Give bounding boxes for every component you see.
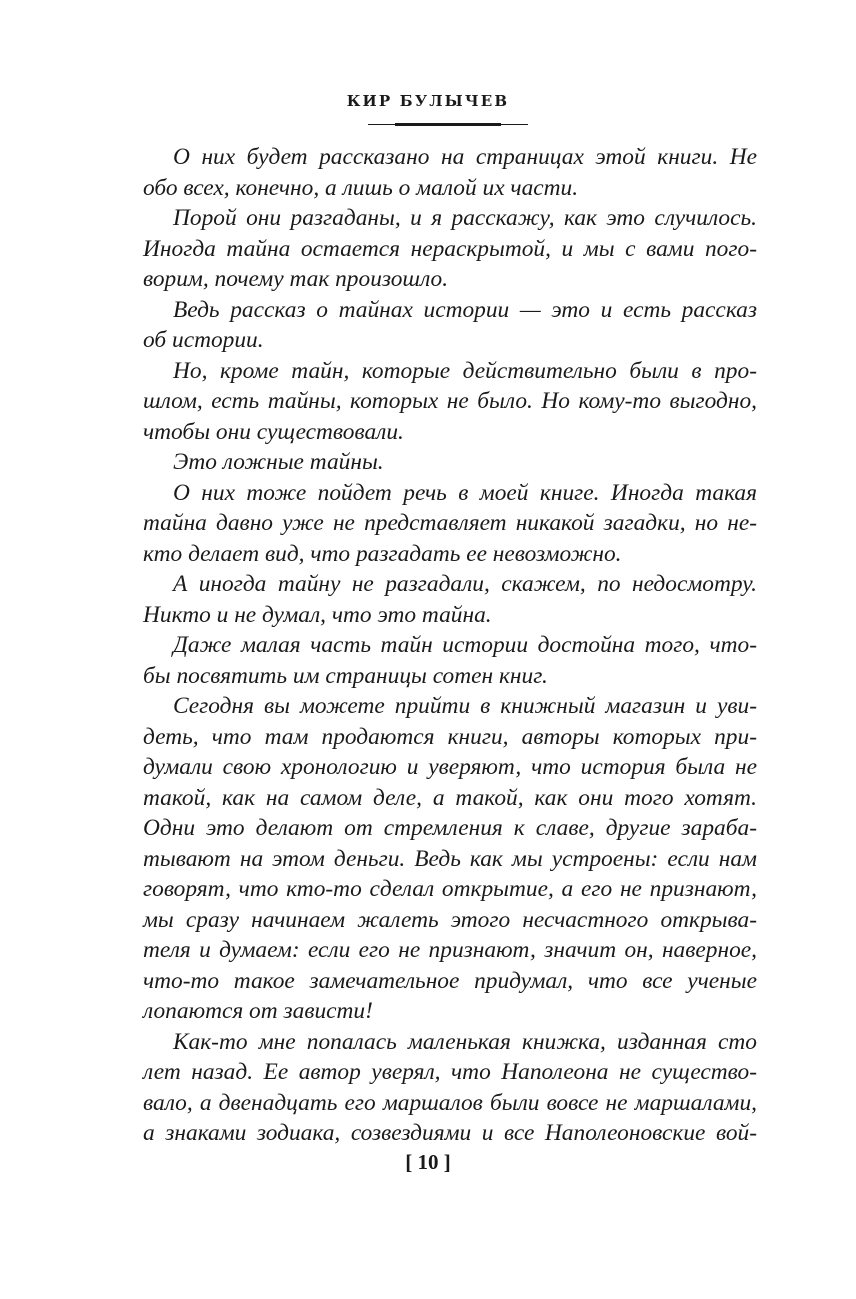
text-line: теля и думаем: если его не признают, значит он, наверное, [143, 937, 757, 963]
header-rule-accent [395, 123, 501, 126]
text-line: О них будет рассказано на страницах этой книги. Не [173, 144, 757, 170]
text-line: что-то такое замечательное придумал, что все ученые [143, 967, 757, 994]
text-line: Даже малая часть тайн истории достойна того, что- [173, 632, 757, 658]
body-text [143, 142, 757, 1149]
text-line: Это ложные тайны. [173, 449, 384, 475]
running-header-author: КИР БУЛЫЧЕВ [346, 92, 510, 110]
text-line: тывают на этом деньги. Ведь как мы устроены: если нам [143, 845, 757, 872]
text-line: об истории. [143, 327, 264, 353]
text-line: ворим, почему так произошло. [143, 266, 449, 292]
text-line: Ведь рассказ о тайнах истории — это и есть рассказ [173, 296, 757, 323]
page-number: [ 10 ] [405, 1150, 451, 1174]
text-line: думали свою хронологию и уверяют, что история была не [143, 754, 757, 780]
text-line: деть, что там продаются книги, авторы которых при- [143, 723, 757, 750]
text-line: Сегодня вы можете прийти в книжный магазин и уви- [173, 693, 757, 719]
text-line: А иногда тайну не разгадали, скажем, по недосмотру. [173, 571, 757, 597]
text-line: чтобы они существовали. [143, 418, 404, 445]
text-line: Одни это делают от стремления к славе, другие зараба- [143, 815, 757, 841]
text-line: Иногда тайна остается нераскрытой, и мы с вами пого- [143, 235, 757, 262]
text-line: такой, как на самом деле, а такой, как они того хотят. [143, 784, 757, 811]
text-line: О них тоже пойдет речь в моей книге. Иногда такая [173, 479, 757, 506]
text-line: обо всех, конечно, а лишь о малой их части. [143, 174, 579, 201]
text-line: мы сразу начинаем жалеть этого несчастного открыва- [143, 906, 757, 933]
text-line: шлом, есть тайны, которых не было. Но кому-то выгодно, [143, 388, 757, 414]
text-line: вало, а двенадцать его маршалов были вовсе не маршалами, [143, 1089, 757, 1116]
text-line: Но, кроме тайн, которые действительно были в про- [173, 357, 757, 384]
text-line: бы посвятить им страницы сотен книг. [143, 662, 548, 689]
text-line: лет назад. Ее автор уверял, что Наполеона не существо- [143, 1059, 757, 1085]
text-line: Порой они разгаданы, и я расскажу, как это случилось. [173, 205, 757, 231]
text-line: Никто и не думал, что это тайна. [143, 601, 492, 628]
text-line: тайна давно уже не представляет никакой загадки, но не- [143, 510, 757, 536]
text-line: говорят, что кто-то сделал открытие, а его не признают, [143, 876, 757, 902]
text-line: лопаются от зависти! [143, 998, 373, 1024]
text-line: кто делает вид, что разгадать ее невозможно. [143, 540, 622, 567]
text-line: а знаками зодиака, созвездиями и все Наполеоновские вой- [143, 1120, 757, 1146]
text-line: Как-то мне попалась маленькая книжка, изданная сто [173, 1028, 757, 1055]
